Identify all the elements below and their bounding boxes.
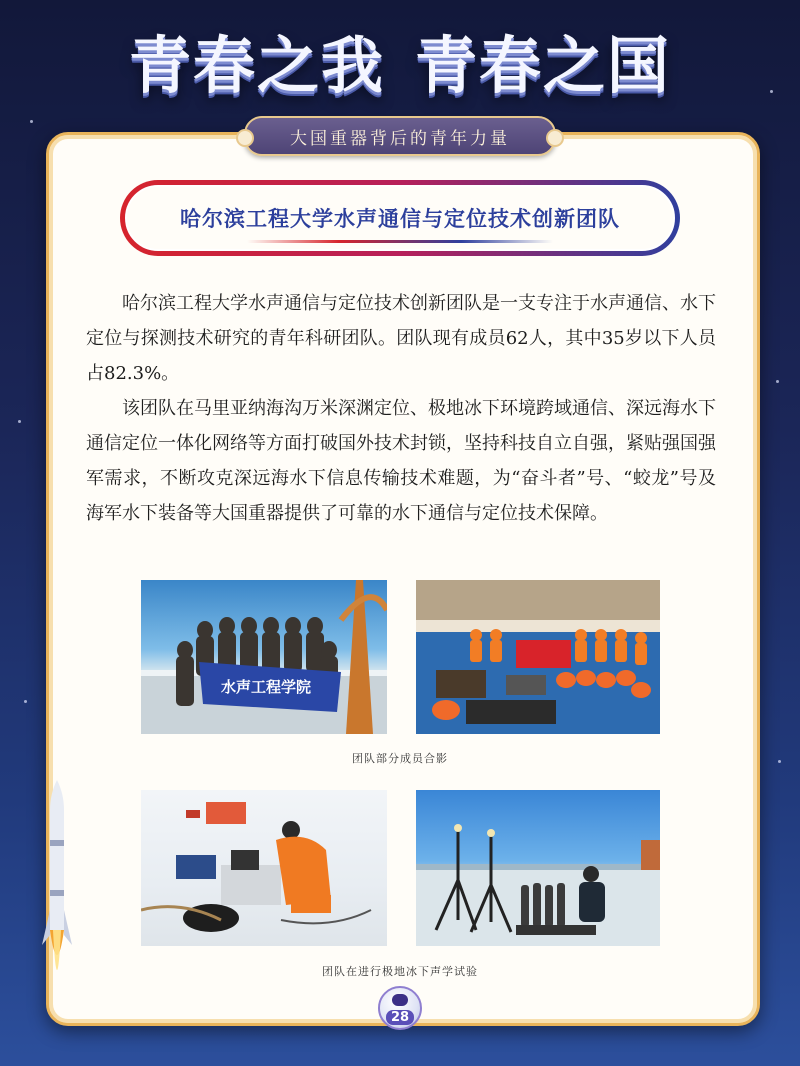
cloud-ornament-icon xyxy=(546,129,564,147)
article-body xyxy=(86,286,716,531)
caption-ice-experiment: 团队在进行极地冰下声学试验 xyxy=(322,965,478,978)
team-name: 哈尔滨工程大学水声通信与定位技术创新团队 xyxy=(180,207,620,231)
photo-team-ship-deck-drawing xyxy=(416,580,660,734)
title-part-2: 青春之国 xyxy=(415,29,672,102)
subtitle-banner xyxy=(244,116,556,156)
photo-ice-equipment xyxy=(416,790,660,946)
page-number: 28 xyxy=(386,1010,414,1025)
star xyxy=(776,380,779,383)
caption-group-photo: 团队部分成员合影 xyxy=(352,752,448,765)
flag-text: 水声工程学院 xyxy=(221,678,312,696)
photo-team-group-ice xyxy=(141,580,387,734)
star xyxy=(18,420,21,423)
paragraph-2: 该团队在马里亚纳海沟万米深渊定位、极地冰下环境跨域通信、深远海水下通信定位一体化网络等方面打破国外技术封锁，坚持科技自立自强，紧贴强国强军需求，不断攻克深远海水下信息传输技术难题，为“奋斗者”号、“蛟龙”号及海军水下装备等大国重器提供了可靠的水下通信与定位技术保障。 xyxy=(86,398,716,524)
page-title xyxy=(0,16,800,105)
photo-ice-equipment-drawing xyxy=(416,790,660,946)
cloud-ornament-icon xyxy=(236,129,254,147)
photo-polar-ice-experiment-drawing xyxy=(141,790,387,946)
astronaut-icon xyxy=(392,994,408,1006)
photo-polar-ice-experiment xyxy=(141,790,387,946)
page-number-badge xyxy=(378,986,422,1030)
star xyxy=(24,700,27,703)
title-part-1: 青春之我 xyxy=(128,29,385,102)
rocket-icon xyxy=(42,780,72,1010)
team-banner-inner xyxy=(125,185,675,251)
swoosh-decoration xyxy=(247,240,553,243)
star xyxy=(30,120,33,123)
team-banner xyxy=(120,180,680,256)
subtitle-text: 大国重器背后的青年力量 xyxy=(290,128,510,149)
paragraph-1: 哈尔滨工程大学水声通信与定位技术创新团队是一支专注于水声通信、水下定位与探测技术研究的青年科研团队。团队现有成员62人，其中35岁以下人员占82.3%。 xyxy=(86,293,716,384)
star xyxy=(778,760,781,763)
photo-team-ship-deck xyxy=(416,580,660,734)
photo-team-group-ice-drawing xyxy=(141,580,387,734)
